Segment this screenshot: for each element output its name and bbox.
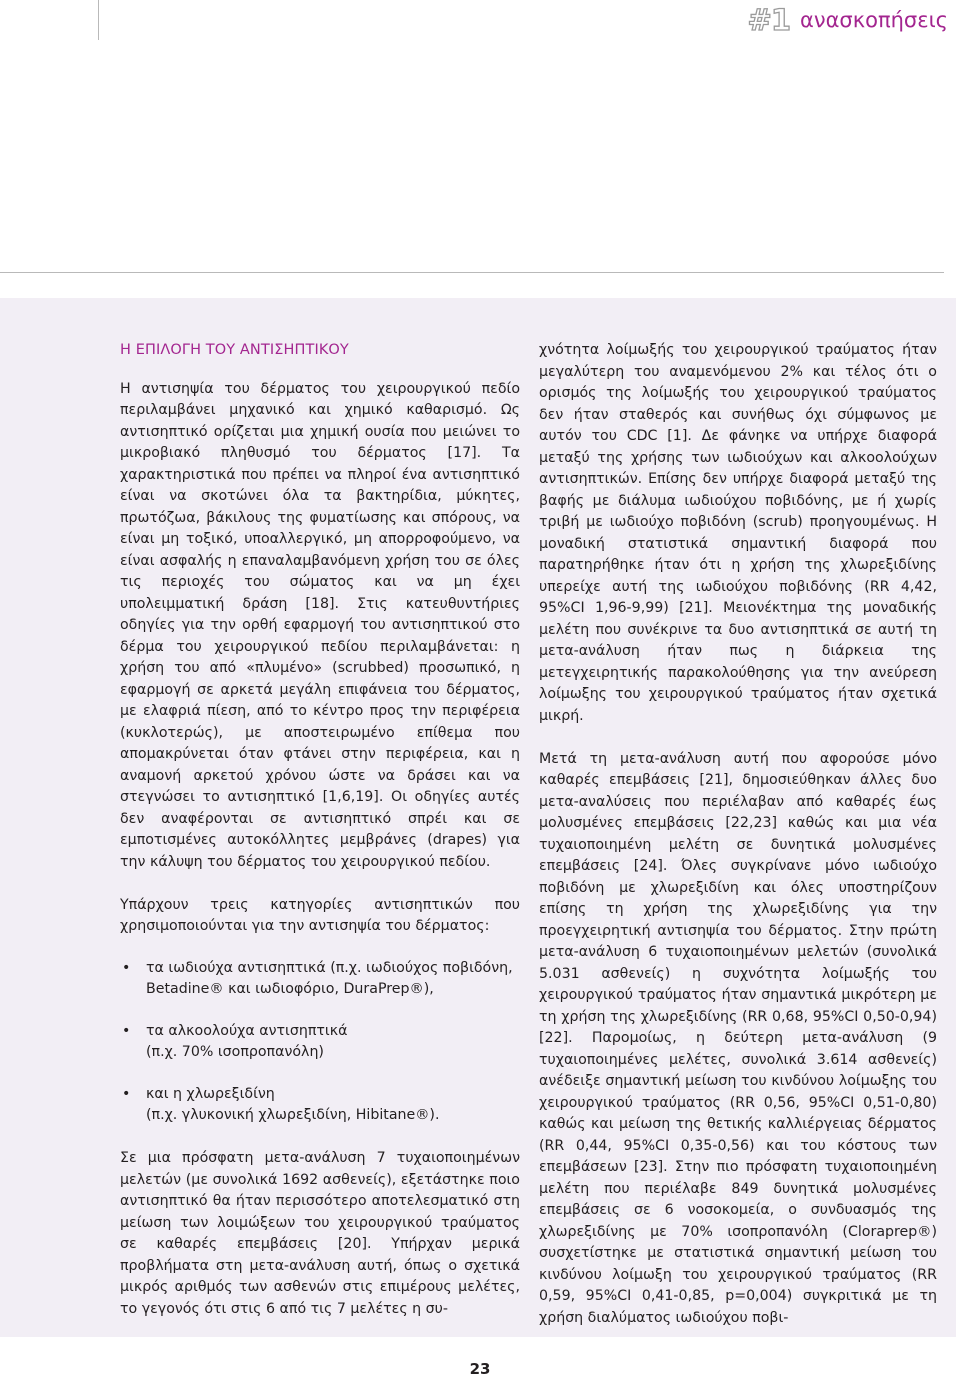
list-item-line: τα ιωδιούχα αντισηπτικά (π.χ. ιωδιούχος ποβιδόνη, (146, 959, 513, 976)
page-header (748, 2, 948, 38)
header-divider-vertical (98, 0, 99, 40)
paragraph: χνότητα λοίμωξής του χειρουργικού τραύματος ήταν μεγαλύτερη του αναμενόμενου 2% και τέλος ότι ο ορισμός της λοίμωξής του χειρουργικού τραύματος δεν ήταν σταθερός και συνήθως όχι σύμφωνος με αυτόν του CDC [1]. Δε φάνηκε να υπήρχε διαφορά μεταξύ της χρήσης των ιωδιούχων και αλκοολούχων αντισηπτικών. Επίσης δεν υπήρχε διαφορά μεταξύ της βαφής με διάλυμα ιωδιούχου ποβιδόνης, με ή χωρίς τριβή με ιωδιούχο ποβιδόνη (scrub) προηγουμένως. Η μοναδική στατιστικά σημαντική διαφορά που παρατηρήθηκε ήταν ότι η χρήση της χλωρεξιδίνης υπερείχε αυτή της ιωδιούχου ποβιδόνης (RR 4,42, 95%CI 1,96-9,99) [21]. Μειονέκτημα της μοναδικής μελέτη που συνέκρινε τα δυο αντισηπτικά σε αυτή τη μετα-ανάλυση ήταν πως η διάρκεια της μετεγχειρητικής παρακολούθησης για την ανεύρεση λοίμωξης του χειρουργικού τραύματος ήταν σχετικά μικρή. (539, 342, 937, 724)
list-item-line: τα αλκοολούχα αντισηπτικά (146, 1022, 348, 1039)
paragraph: Σε μια πρόσφατη μετα-ανάλυση 7 τυχαιοποιημένων μελετών (με συνολικά 1692 ασθενείς), εξετάστηκε ποιο αντισηπτικό θα ήταν περισσότερο αποτελεσματικό στη μείωση των λοιμώξεων του χειρουργικού τραύματος σε καθαρές επεμβάσεις [20]. Υπήρχαν μερικά προβλήματα στη μετα-ανάλυση αυτή, όπως ο σχετικά μικρός αριθμός των ασθενών στις επιμέρους μελέτες, το γεγονός ότι στις 6 από τις 7 μελέτες η συ- (120, 1150, 520, 1317)
page-number: 23 (469, 1360, 491, 1378)
bullet: • (122, 959, 131, 976)
list-item (120, 958, 520, 1001)
list-item-line: (π.χ. γλυκονική χλωρεξιδίνη, Hibitane®). (146, 1107, 440, 1123)
bullet: • (122, 1085, 131, 1102)
bullet: • (122, 1022, 131, 1039)
column-left (120, 340, 520, 1320)
paragraph: Υπάρχουν τρεις κατηγορίες αντισηπτικών που χρησιμοποιούνται για την αντισηψία του δέρματος: (120, 896, 520, 934)
column-right (539, 340, 937, 1329)
header-divider-horizontal (0, 272, 944, 273)
issue-number: #1 (747, 3, 790, 37)
list-item (120, 1084, 520, 1127)
article-heading: Η ΕΠΙΛΟΓΗ ΤΟΥ ΑΝΤΙΣΗΠΤΙΚΟΥ (120, 342, 349, 358)
list-item-line: (π.χ. 70% ισοπροπανόλη) (146, 1044, 324, 1060)
section-title: ανασκοπήσεις (800, 8, 948, 32)
list-item-line: και η χλωρεξιδίνη (146, 1085, 275, 1102)
list-item (120, 1021, 520, 1064)
paragraph: Η αντισηψία του δέρματος του χειρουργικού πεδίο περιλαμβάνει μηχανικό και χημικό καθαρισμό. Ως αντισηπτικό ορίζεται μια χημική ουσία που μειώνει το μικροβιακό πληθυσμό του δέρματος [17]. Τα χαρακτηριστικά που πρέπει να πληροί ένα αντισηπτικό είναι να σκοτώνει όλα τα βακτηρίδια, μύκητες, πρωτόζωα, βάκιλους της φυματίωσης και σπόρους, να είναι μη τοξικό, υποαλλεργικό, μη απορροφούμενο, να είναι ασφαλής η επαναλαμβανόμενη χρήση του σε όλες τις περιοχές του σώματος και να μη έχει υπολειμματική δράση [18]. Στις κατευθυντήριες οδηγίες για την ορθή εφαρμογή του αντισηπτικού στο δέρμα του χειρουργικού πεδίου περιλαμβάνεται: η χρήση του από «πλυμένο» (scrubbed) προσωπικό, η εφαρμογή σε αρκετά μεγάλη επιφάνεια του δέρματος, με ελαφριά πίεση, από το κέντρο προς την περιφέρεια (κυκλοτερώς), με αποστειρωμένο επίθεμα που απομακρύνεται όταν φτάνει στην περιφέρεια, και η αναμονή αρκετού χρόνου ώστε να δράσει και να στεγνώσει το αντισηπτικό [1,6,19]. Οι οδηγίες αυτές δεν αναφέρονται σε αντισηπτικό σπρέι και σε εμποτισμένες αυτοκόλλητες μεμβράνες (drapes) για την κάλυψη του δέρματος του χειρουργικού πεδίου. (120, 380, 520, 870)
paragraph: Μετά τη μετα-ανάλυση αυτή που αφορούσε μόνο καθαρές επεμβάσεις [21], δημοσιεύθηκαν άλλες δυο μετα-αναλύσεις που περιέλαβαν από καθαρές έως μολυσμένες επεμβάσεις [22,23] καθώς και μια νέα τυχαιοποιημένη μελέτη σε δυνητικά μολυσμένες επεμβάσεις [24]. Όλες συγκρίνανε μόνο ιωδιούχο ποβιδόνη με χλωρεξιδίνη και όλες υποστηρίζουν επίσης τη χρήση της χλωρεξιδίνης για την προεγχειρητική αντισηψία του δέρματος. Στην πρώτη μετα-ανάλυση 6 τυχαιοποιημένων μελετών (συνολικά 5.031 ασθενείς) η συχνότητα λοίμωξής του χειρουργικού τραύματος ήταν σημαντικά μικρότερη με τη χρήση της χλωρεξιδίνης (RR 0,68, 95%CI 0,50-0,94) [22]. Παρομοίως, η δεύτερη μετα-ανάλυση (9 τυχαιοποιημένες μελέτες, συνολικά 3.614 ασθενείς) ανέδειξε σημαντική μείωση του κινδύνου λοίμωξης του χειρουργικού τραύματος (RR 0,56, 95%CI 0,51-0,80) καθώς και μείωση της θετικής καλλιέργειας δέρματος (RR 0,44, 95%CI 0,35-0,56) και του κόστους των επεμβάσεων [23]. Στην πιο πρόσφατη τυχαιοποιημένη μελέτη που περιέλαβε 849 δυνητικά μολυσμένες επεμβάσεις σε 6 νοσοκομεία, ο συνδυασμός της χλωρεξιδίνης με 70% ισοπροπανόλη (Cloraprep®) συσχετίστηκε με στατιστικά σημαντική μείωση του κινδύνου λοίμωξη του χειρουργικού τραύματος (RR 0,59, 95%CI 0,41-0,85, p=0,004) συγκριτικά με τη χρήση διαλύματος ιωδιούχου ποβι- (539, 750, 937, 1326)
antiseptic-list (120, 958, 520, 1127)
list-item-line: Betadine® και ιωδιοφόριο, DuraPrep®), (146, 981, 434, 997)
